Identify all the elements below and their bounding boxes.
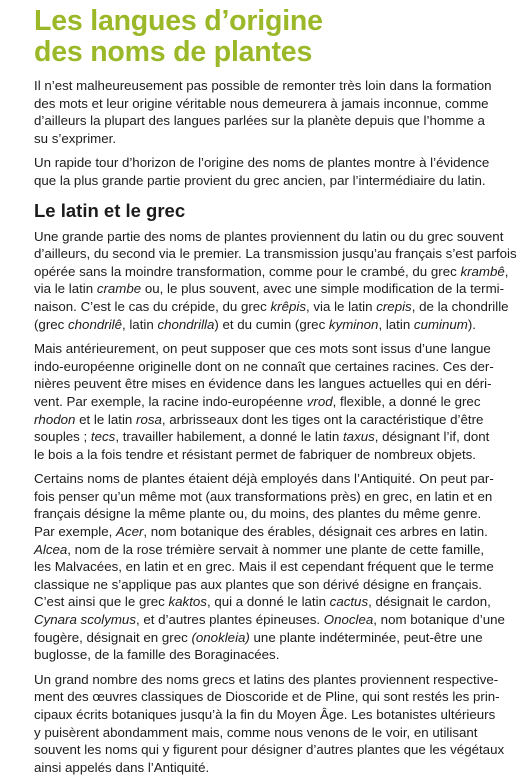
paragraph-line: Alcea, nom de la rose trémière servait à nommer une plante de cette famille, <box>34 541 485 557</box>
italic-term: crambe <box>96 281 142 297</box>
paragraph-line: rhodon et le latin rosa, arbrisseaux dont les tiges ont la caractéristique d’être <box>34 411 484 427</box>
paragraph-line: nières peuvent être mises en évidence dans les langues actuelles qui en déri- <box>34 376 492 392</box>
paragraph <box>34 154 506 189</box>
italic-term: krambê <box>460 263 505 279</box>
paragraph-line: Mais antérieurement, on peut supposer que ces mots sont issus d’une langue <box>34 341 491 357</box>
paragraph-line: vent. Par exemple, la racine indo-européenne vrod, flexible, a donné le grec <box>34 393 481 409</box>
paragraph-line: C’est ainsi que le grec kaktos, qui a donné le latin cactus, désignait le cardon, <box>34 594 491 610</box>
paragraph-line: Une grande partie des noms de plantes proviennent du latin ou du grec souvent <box>34 228 504 244</box>
paragraph-line: Cynara scolymus, et d’autres plantes épineuses. Onoclea, nom botanique d’une <box>34 612 505 628</box>
paragraph-line: les Malvacées, en latin et en grec. Mais il est cependant fréquent que le terme <box>34 559 494 575</box>
paragraph-line: d’ailleurs la plupart des langues parlées sur la planète depuis que l’homme a <box>34 113 485 129</box>
paragraph-line: classique ne s’applique pas aux plantes que son dérivé désigne en français. <box>34 576 482 592</box>
paragraph-line: Il n’est malheureusement pas possible de remonter très loin dans la formation <box>34 78 492 93</box>
paragraph-line: ainsi appelés dans l’Antiquité. <box>34 759 210 775</box>
paragraph-line: des mots et leur origine véritable nous demeurera à jamais inconnue, comme <box>34 95 489 111</box>
italic-term: tecs <box>90 429 116 445</box>
paragraph-line: français désigne la même plante ou, du moins, des plantes du même genre. <box>34 506 482 522</box>
paragraph-line: Par exemple, Acer, nom botanique des érables, désignait ces arbres en latin. <box>34 524 488 540</box>
italic-term: Alcea <box>34 541 68 557</box>
italic-term: vrod <box>306 393 333 409</box>
paragraph-line: opérée sans la moindre transformation, comme pour le crambé, du grec krambê, <box>34 263 509 279</box>
italic-term: Acer <box>116 524 144 540</box>
italic-term: (onokleia) <box>191 629 250 645</box>
paragraph-line: souples ; tecs, travailler habilement, a donné le latin taxus, désignant l’if, dont <box>34 429 490 445</box>
italic-term: Onoclea <box>323 612 374 628</box>
italic-term: taxus <box>342 429 375 445</box>
paragraph-line: Certains noms de plantes étaient déjà employés dans l’Antiquité. On peut par- <box>34 471 494 487</box>
paragraph-line: Un grand nombre des noms grecs et latins des plantes proviennent respective- <box>34 671 499 687</box>
paragraph-line: Un rapide tour d’horizon de l’origine des noms de plantes montre à l’évidence <box>34 155 490 171</box>
paragraph <box>34 77 506 147</box>
paragraph <box>34 228 517 334</box>
italic-term: chondrilla <box>157 316 215 332</box>
paragraph <box>34 470 506 664</box>
paragraph-line: naison. C’est le cas du crépide, du grec krêpis, via le latin crepis, de la chondrille <box>34 298 509 314</box>
page-title <box>34 6 506 68</box>
italic-term: cuminum <box>413 316 468 332</box>
italic-term: krêpis <box>270 298 307 314</box>
section-body <box>34 228 517 776</box>
paragraph-line: indo-européenne originelle dont on ne connaît que certaines racines. Ces der- <box>34 358 494 374</box>
italic-term: kyminon <box>328 316 379 332</box>
italic-term: kaktos <box>168 594 207 610</box>
paragraph-line: su s’exprimer. <box>34 130 117 146</box>
italic-term: chondrilê <box>68 316 122 332</box>
section-heading: Le latin et le grec <box>34 199 186 221</box>
paragraph-line: cipaux écrits botaniques jusqu’à la fin du Moyen Âge. Les botanistes ultérieurs <box>34 707 496 722</box>
paragraph-line: y puisèrent abondamment mais, comme nous venons de le voir, en utilisant <box>34 724 478 740</box>
paragraph-line: (grec chondrilê, latin chondrilla) et du cumin (grec kyminon, latin cuminum). <box>34 316 476 332</box>
paragraph-line: le bois a la fois tendre et résistant permet de fabriquer de nombreux objets. <box>34 446 476 462</box>
italic-term: rhodon <box>34 411 76 427</box>
paragraph-line: via le latin crambe ou, le plus souvent, avec une simple modification de la termi- <box>34 281 505 297</box>
italic-term: Cynara scolymus <box>34 612 136 628</box>
page-title-line-2: des noms de plantes <box>34 36 313 68</box>
paragraph <box>34 671 506 776</box>
paragraph-line: souvent les noms qui y figurent pour désigner d’autres plantes que les végétaux <box>34 742 505 758</box>
paragraph-line: fois penser qu’un même mot (aux transformations près) en grec, en latin et en <box>34 488 493 504</box>
italic-term: cactus <box>329 594 369 610</box>
paragraph-line: ment des œuvres classiques de Dioscoride et de Pline, qui sont restés les prin- <box>34 689 500 705</box>
italic-term: crepis <box>376 298 412 314</box>
paragraph-line: que la plus grande partie provient du grec ancien, par l’intermédiaire du latin. <box>34 172 486 188</box>
intro-section <box>34 77 506 190</box>
italic-term: rosa <box>136 411 162 427</box>
paragraph-line: d’ailleurs, du second via le premier. La transmission jusqu’au français s’est parfois <box>34 246 517 262</box>
paragraph-line: buglosse, de la famille des Boraginacées. <box>34 647 280 663</box>
paragraph <box>34 340 506 463</box>
paragraph-line: fougère, désignait en grec (onokleia) une plante indéterminée, peut-être une <box>34 629 483 645</box>
page-title-line-1: Les langues d’origine <box>34 5 323 37</box>
